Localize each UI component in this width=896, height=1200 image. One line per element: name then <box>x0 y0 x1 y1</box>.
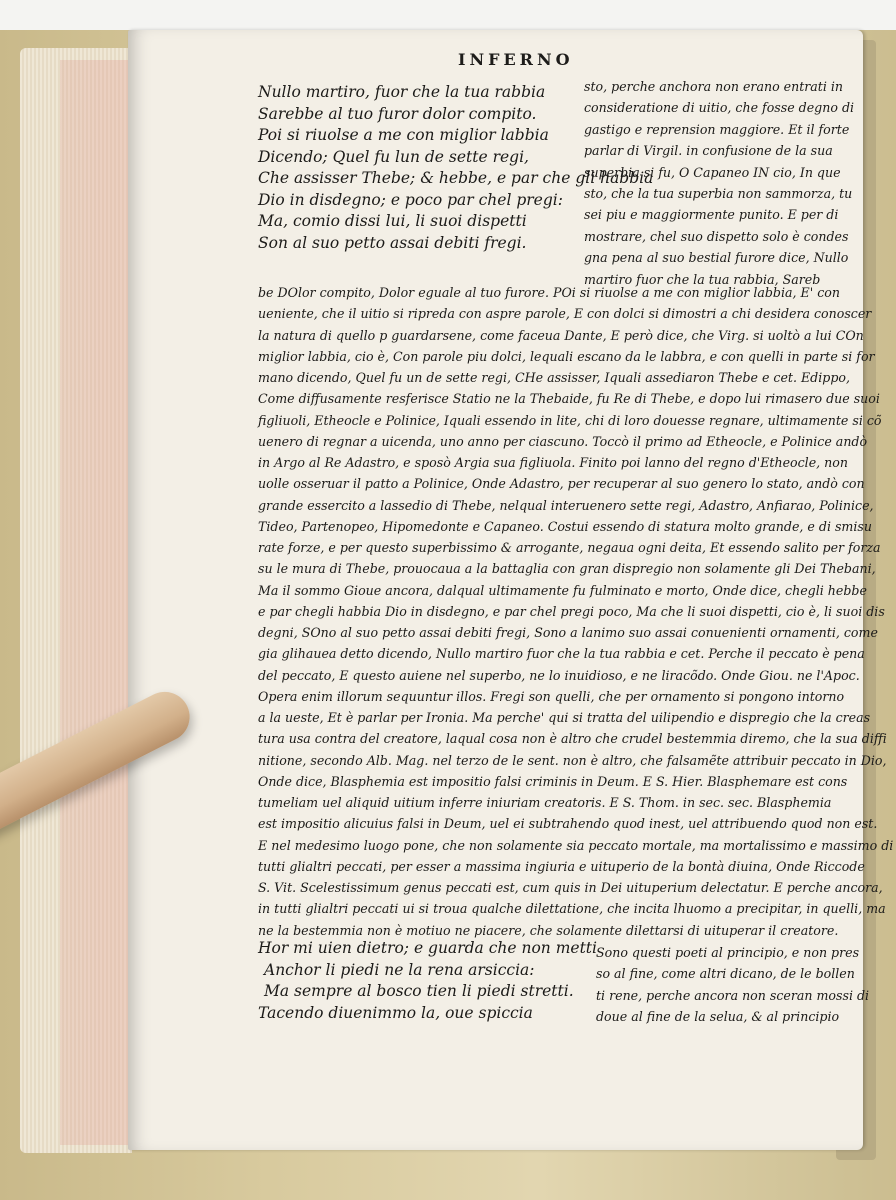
commentary-line: doue al fine de la selua, & al principio <box>596 1009 840 1025</box>
body-line: S. Vit. Scelestissimum genus peccati est, cum quis in Dei uituperium delectatur. E perche ancora, <box>258 880 883 895</box>
commentary-line: mostrare, chel suo dispetto solo è condes <box>584 228 849 244</box>
commentary-line: parlar di Virgil. in confusione de la sua <box>584 143 833 159</box>
body-line: Ma il sommo Gioue ancora, dalqual ultimamente fu fulminato e morto, Onde dice, chegli hebbe <box>258 582 867 598</box>
verse-block-bottom <box>258 938 597 1024</box>
commentary-line: superbia si fu, O Capaneo IN cio, In que <box>584 164 841 180</box>
verse-line: Son al suo petto assai debiti fregi. <box>258 233 527 252</box>
body-line: miglior labbia, cio è, Con parole piu dolci, lequali escano da le labbra, e con quelli in parte si for <box>258 348 875 364</box>
verse-line: Poi si riuolse a me con miglior labbia <box>258 126 549 144</box>
body-line: ne la bestemmia non è motiuo ne piacere, che solamente dilettarsi di uituperar il creatore. <box>258 922 839 938</box>
body-line: mano dicendo, Quel fu un de sette regi, CHe assisser, Iquali assediaron Thebe e cet. Edippo, <box>258 370 850 385</box>
body-line: Onde dice, Blasphemia est impositio falsi criminis in Deum. E S. Hier. Blasphemare est cons <box>258 773 848 789</box>
page-edge-stain <box>60 60 130 1145</box>
verse-line: Ma sempre al bosco tien li piedi stretti. <box>264 982 574 1000</box>
verse-line: Dicendo; Quel fu lun de sette regi, <box>258 147 529 166</box>
body-line: in Argo al Re Adastro, e sposò Argia sua figliuola. Finito poi lanno del regno d'Etheocle, non <box>258 455 848 470</box>
verse-line: Che assisser Thebe; & hebbe, e par che gli habbia <box>258 169 654 187</box>
body-line: tutti glialtri peccati, per esser a massima ingiuria e uituperio de la bontà diuina, Onde Riccode <box>258 858 865 874</box>
body-line: Opera enim illorum sequuntur illos. Fregi son quelli, che per ornamento si pongono intorno <box>258 688 845 704</box>
body-line: Tideo, Partenopeo, Hipomedonte e Capaneo. Costui essendo di statura molto grande, e di smisu <box>258 518 872 534</box>
commentary-line: martiro fuor che la tua rabbia, Sareb <box>584 271 821 287</box>
commentary-top <box>584 76 855 290</box>
body-line: grande essercito a lassedio di Thebe, nelqual interuenero sette regi, Adastro, Anfiarao, Polinice, <box>258 497 874 513</box>
commentary-line: gastigo e reprension maggiore. Et il forte <box>584 121 850 137</box>
running-head: INFERNO <box>458 50 574 69</box>
commentary-line: sto, che la tua superbia non sammorza, tu <box>584 186 853 202</box>
verse-line: Hor mi uien dietro; e guarda che non metti <box>258 939 597 957</box>
commentary-line: so al fine, come altri dicano, de le bollen <box>596 966 855 982</box>
body-line: la natura di quello p guardarsene, come faceua Dante, E però dice, che Virg. si uoltò a lui COn <box>258 327 864 343</box>
body-line: degni, SOno al suo petto assai debiti fregi, Sono a lanimo suo assai conuenienti ornamenti, come <box>258 625 878 640</box>
body-line: uolle osseruar il patto a Polinice, Onde Adastro, per recuperar al suo genero lo stato, andò con <box>258 476 865 492</box>
verse-line: Dio in disdegno; e poco par chel pregi: <box>258 190 563 209</box>
body-line: ueniente, che il uitio si ripreda con aspre parole, E con dolci si dimostri a chi desidera conoscer <box>258 306 872 322</box>
body-line: Come diffusamente resferisce Statio ne la Thebaide, fu Re di Thebe, e dopo lui rimasero due suoi <box>258 391 880 407</box>
body-line: del peccato, E questo auiene nel superbo, ne lo inuidioso, e ne liracõdo. Onde Giou. ne l'Apoc. <box>258 667 860 683</box>
commentary-line: ti rene, perche ancora non sceran mossi di <box>596 987 870 1003</box>
book-page <box>128 30 894 1150</box>
commentary-line: Sono questi poeti al principio, e non pres <box>596 945 860 960</box>
body-line: figliuoli, Etheocle e Polinice, Iquali essendo in lite, chi di loro douesse regnare, ultimamente si cõ <box>258 412 882 428</box>
commentary-line: sto, perche anchora non erano entrati in <box>584 79 844 94</box>
body-line: e par chegli habbia Dio in disdegno, e par chel pregi poco, Ma che li suoi dispetti, cio è, li suoi dis <box>258 603 885 619</box>
verse-line: Sarebbe al tuo furor dolor compito. <box>258 104 537 123</box>
body-line: tura usa contra del creatore, laqual cosa non è altro che crudel bestemmia diremo, che la sua diffi <box>258 731 887 747</box>
body-line: in tutti glialtri peccati ui si troua qualche dilettatione, che incita lhuomo a precipitar, in quelli, ma <box>258 901 886 917</box>
body-line: est impositio alicuius falsi in Deum, uel ei subtrahendo quod inest, uel attribuendo quod non est. <box>258 816 878 832</box>
verse-line: Tacendo diuenimmo la, oue spiccia <box>258 1003 533 1022</box>
verse-line: Anchor li piedi ne la rena arsiccia: <box>264 960 535 979</box>
body-line: uenero di regnar a uicenda, uno anno per ciascuno. Toccò il primo ad Etheocle, e Polinice andò <box>258 433 868 449</box>
verse-line: Nullo martiro, fuor che la tua rabbia <box>258 83 546 101</box>
body-line: nitione, secondo Alb. Mag. nel terzo de le sent. non è altro, che falsamẽte attribuir peccato in Dio, <box>258 752 887 768</box>
body-line: tumeliam uel aliquid uitium inferre iniuriam creatoris. E S. Thom. in sec. sec. Blasphemia <box>258 795 832 810</box>
body-line: a la ueste, Et è parlar per Ironia. Ma perche' qui si tratta del uilipendio e dispregio che la creas <box>258 710 871 725</box>
verse-line: Ma, comio dissi lui, li suoi dispetti <box>258 212 527 230</box>
commentary-bottom <box>596 942 870 1028</box>
commentary-line: consideratione di uitio, che fosse degno di <box>584 100 855 116</box>
body-line: gia glihauea detto dicendo, Nullo martiro fuor che la tua rabbia e cet. Perche il peccato è pena <box>258 646 865 662</box>
commentary-line: sei piu e maggiormente punito. E per di <box>584 207 839 223</box>
body-line: rate forze, e per questo superbissimo & arrogante, negaua ogni deita, Et essendo salito per forza <box>258 540 881 555</box>
body-line: su le mura di Thebe, prouocaua a la battaglia con gran dispregio non solamente gli Dei Thebani, <box>258 561 876 577</box>
commentary-line: gna pena al suo bestial furore dice, Nullo <box>584 250 849 266</box>
body-line: be DOlor compito, Dolor eguale al tuo furore. POi si riuolse a me con miglior labbia, E' con <box>258 285 840 300</box>
commentary-body <box>258 282 894 941</box>
body-line: E nel medesimo luogo pone, che non solamente sia peccato mortale, ma mortalissimo e massimo di <box>258 837 894 853</box>
